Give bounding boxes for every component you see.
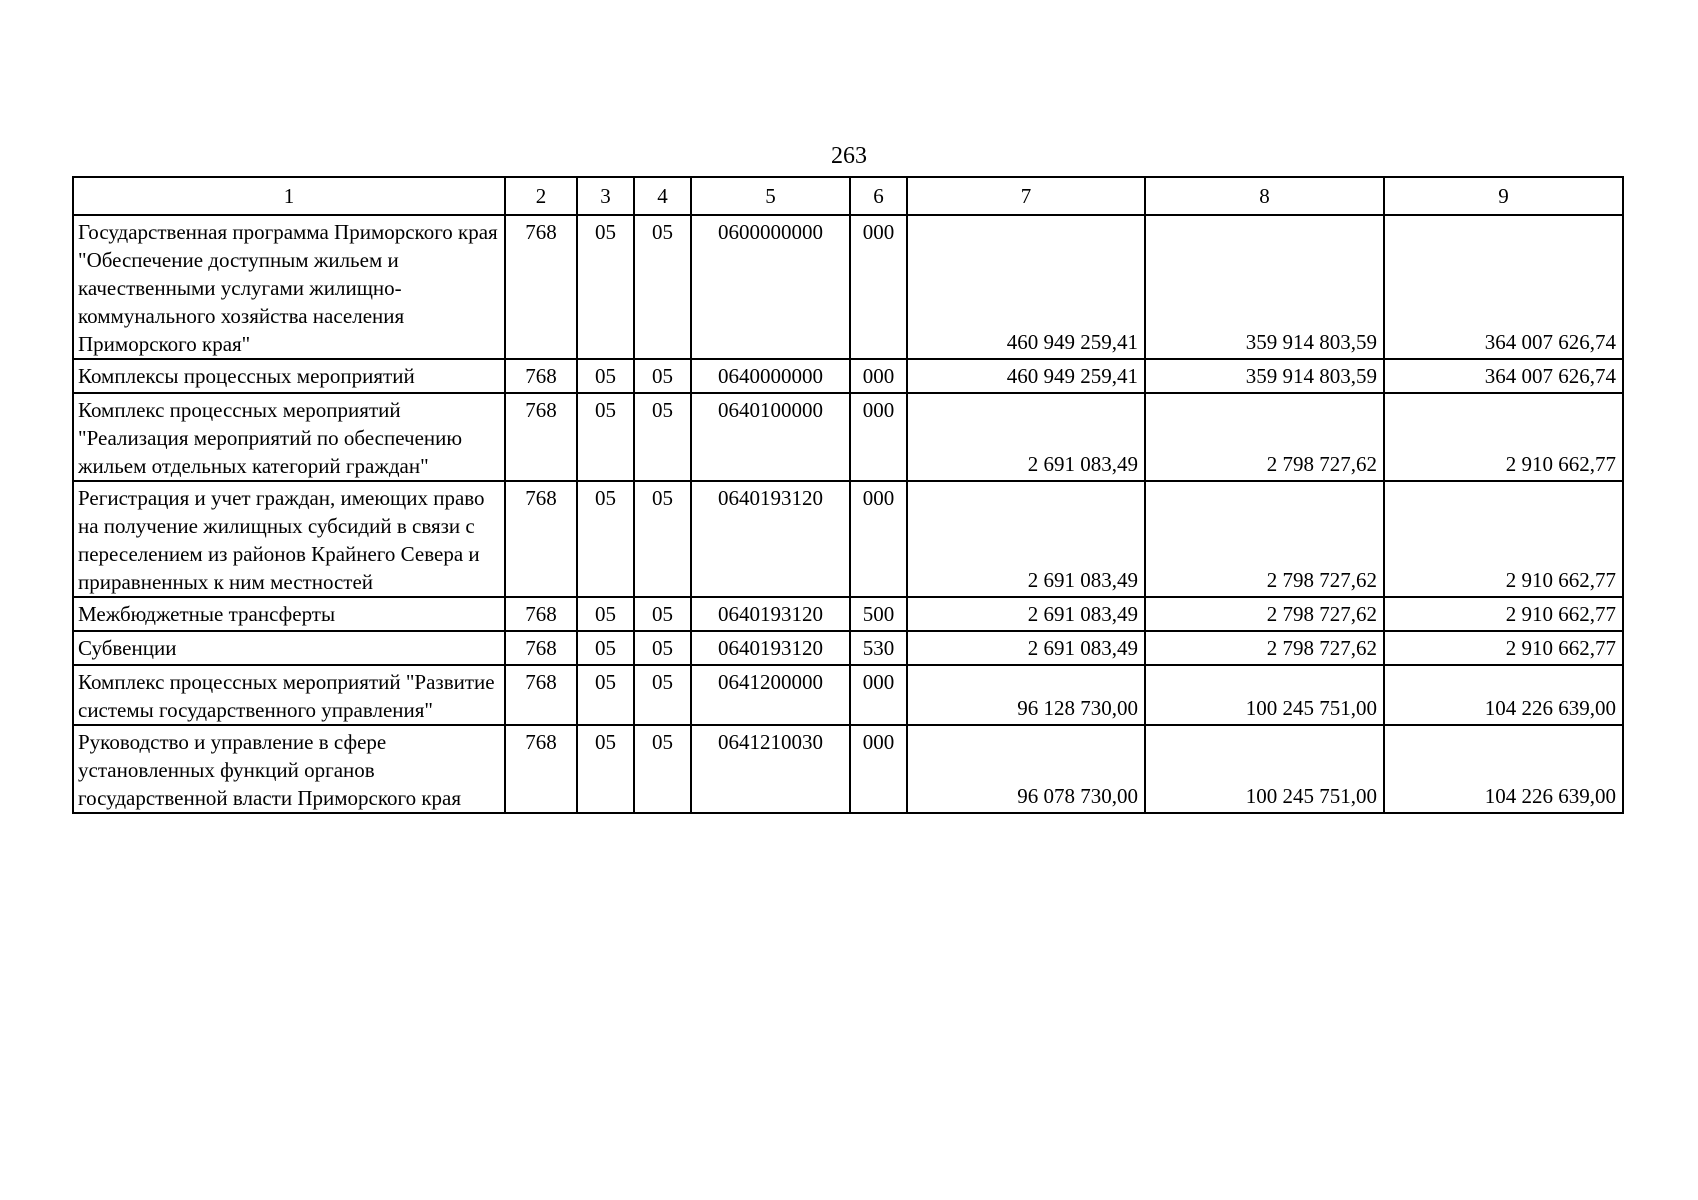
section-code: 05 (577, 631, 634, 665)
table-header-row (73, 177, 1623, 215)
type-code: 000 (850, 665, 907, 725)
amount-col9: 2 910 662,77 (1384, 393, 1623, 481)
subsection-code: 05 (634, 631, 691, 665)
row-name: Комплекс процессных мероприятий "Реализация мероприятий по обеспечению жильем отдельных категорий граждан" (73, 393, 505, 481)
amount-col9: 104 226 639,00 (1384, 725, 1623, 813)
section-code: 05 (577, 359, 634, 393)
target-code: 0600000000 (691, 215, 850, 359)
amount-col8: 2 798 727,62 (1145, 631, 1384, 665)
section-code: 05 (577, 393, 634, 481)
target-code: 0640193120 (691, 597, 850, 631)
subsection-code: 05 (634, 215, 691, 359)
target-code: 0640193120 (691, 481, 850, 597)
column-header: 6 (850, 177, 907, 215)
table-row (73, 725, 1623, 813)
row-name: Регистрация и учет граждан, имеющих право на получение жилищных субсидий в связи с переселением из районов Крайнего Севера и приравненных к ним местностей (73, 481, 505, 597)
target-code: 0640100000 (691, 393, 850, 481)
subsection-code: 05 (634, 393, 691, 481)
ministry-code: 768 (505, 665, 577, 725)
column-header: 3 (577, 177, 634, 215)
amount-col7: 2 691 083,49 (907, 393, 1145, 481)
type-code: 000 (850, 725, 907, 813)
amount-col9: 2 910 662,77 (1384, 631, 1623, 665)
amount-col8: 2 798 727,62 (1145, 393, 1384, 481)
amount-col8: 100 245 751,00 (1145, 725, 1384, 813)
target-code: 0641200000 (691, 665, 850, 725)
type-code: 000 (850, 393, 907, 481)
type-code: 000 (850, 359, 907, 393)
ministry-code: 768 (505, 215, 577, 359)
ministry-code: 768 (505, 597, 577, 631)
row-name: Государственная программа Приморского края "Обеспечение доступным жильем и качественными услугами жилищно-коммунального хозяйства населения Приморского края" (73, 215, 505, 359)
amount-col7: 2 691 083,49 (907, 631, 1145, 665)
type-code: 000 (850, 481, 907, 597)
row-name: Межбюджетные трансферты (73, 597, 505, 631)
table-row (73, 359, 1623, 393)
target-code: 0640193120 (691, 631, 850, 665)
amount-col7: 2 691 083,49 (907, 481, 1145, 597)
ministry-code: 768 (505, 725, 577, 813)
amount-col8: 359 914 803,59 (1145, 359, 1384, 393)
column-header: 9 (1384, 177, 1623, 215)
ministry-code: 768 (505, 359, 577, 393)
row-name: Руководство и управление в сфере установленных функций органов государственной власти Приморского края (73, 725, 505, 813)
section-code: 05 (577, 481, 634, 597)
column-header: 4 (634, 177, 691, 215)
section-code: 05 (577, 725, 634, 813)
amount-col7: 460 949 259,41 (907, 359, 1145, 393)
page-number: 263 (831, 143, 867, 169)
amount-col8: 2 798 727,62 (1145, 481, 1384, 597)
type-code: 000 (850, 215, 907, 359)
subsection-code: 05 (634, 481, 691, 597)
row-name: Комплекс процессных мероприятий "Развитие системы государственного управления" (73, 665, 505, 725)
amount-col9: 104 226 639,00 (1384, 665, 1623, 725)
type-code: 500 (850, 597, 907, 631)
column-header: 7 (907, 177, 1145, 215)
column-header: 1 (73, 177, 505, 215)
subsection-code: 05 (634, 665, 691, 725)
section-code: 05 (577, 597, 634, 631)
section-code: 05 (577, 215, 634, 359)
ministry-code: 768 (505, 393, 577, 481)
column-header: 5 (691, 177, 850, 215)
section-code: 05 (577, 665, 634, 725)
table-row (73, 215, 1623, 359)
table-row (73, 481, 1623, 597)
amount-col9: 364 007 626,74 (1384, 215, 1623, 359)
amount-col8: 2 798 727,62 (1145, 597, 1384, 631)
ministry-code: 768 (505, 481, 577, 597)
amount-col7: 96 078 730,00 (907, 725, 1145, 813)
subsection-code: 05 (634, 597, 691, 631)
target-code: 0640000000 (691, 359, 850, 393)
row-name: Комплексы процессных мероприятий (73, 359, 505, 393)
table-row (73, 665, 1623, 725)
ministry-code: 768 (505, 631, 577, 665)
table-row (73, 393, 1623, 481)
budget-table (72, 176, 1624, 814)
amount-col8: 359 914 803,59 (1145, 215, 1384, 359)
table-row (73, 597, 1623, 631)
amount-col7: 460 949 259,41 (907, 215, 1145, 359)
subsection-code: 05 (634, 725, 691, 813)
amount-col7: 2 691 083,49 (907, 597, 1145, 631)
subsection-code: 05 (634, 359, 691, 393)
amount-col7: 96 128 730,00 (907, 665, 1145, 725)
table-row (73, 631, 1623, 665)
target-code: 0641210030 (691, 725, 850, 813)
amount-col9: 364 007 626,74 (1384, 359, 1623, 393)
column-header: 2 (505, 177, 577, 215)
amount-col9: 2 910 662,77 (1384, 481, 1623, 597)
column-header: 8 (1145, 177, 1384, 215)
row-name: Субвенции (73, 631, 505, 665)
type-code: 530 (850, 631, 907, 665)
amount-col8: 100 245 751,00 (1145, 665, 1384, 725)
amount-col9: 2 910 662,77 (1384, 597, 1623, 631)
